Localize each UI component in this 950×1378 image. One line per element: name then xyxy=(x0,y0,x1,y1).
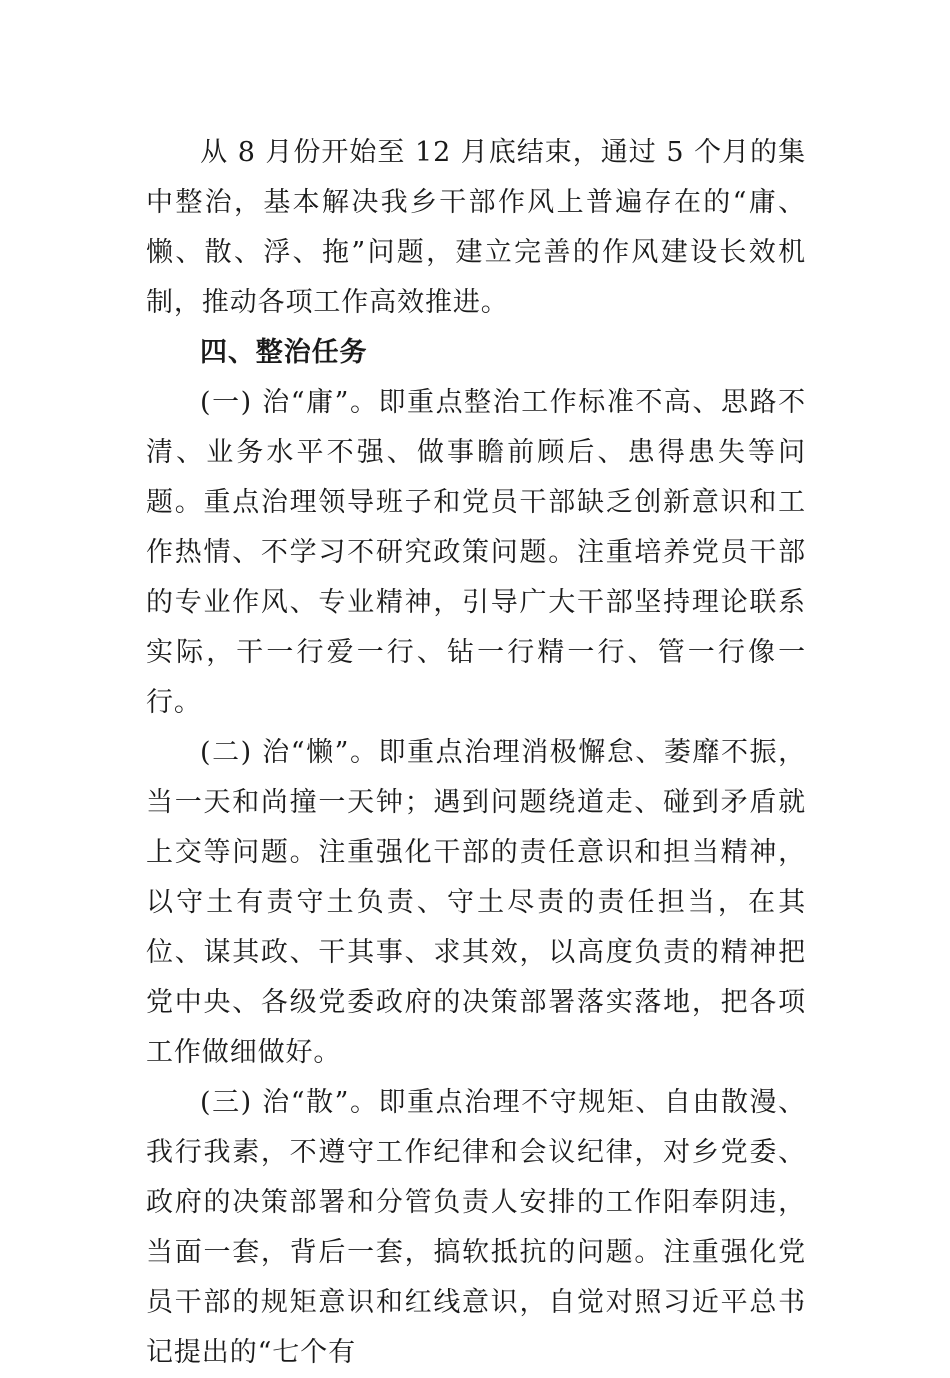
paragraph-task-3 xyxy=(146,1078,806,1378)
paragraph-text: (二) 治“懒”。即重点治理消极懈怠、萎靡不振，当一天和尚撞一天钟；遇到问题绕道走、碰到矛盾就上交等问题。注重强化干部的责任意识和担当精神，以守土有责守土负责、守土尽责的责任担当，在其位、谋其政、干其事、求其效，以高度负责的精神把党中央、各级党委政府的决策部署落实落地，把各项工作做细做好。 xyxy=(146,737,806,1068)
paragraph-goal xyxy=(146,128,806,328)
paragraph-text: (三) 治“散”。即重点治理不守规矩、自由散漫、我行我素，不遵守工作纪律和会议纪律，对乡党委、政府的决策部署和分管负责人安排的工作阳奉阴违，当面一套，背后一套，搞软抵抗的问题。注重强化党员干部的规矩意识和红线意识，自觉对照习近平总书记提出的“七个有 xyxy=(146,1087,806,1368)
paragraph-text: (一) 治“庸”。即重点整治工作标准不高、思路不清、业务水平不强、做事瞻前顾后、患得患失等问题。重点治理领导班子和党员干部缺乏创新意识和工作热情、不学习不研究政策问题。注重培养党员干部的专业作风、专业精神，引导广大干部坚持理论联系实际，干一行爱一行、钻一行精一行、管一行像一行。 xyxy=(146,387,806,718)
section-heading xyxy=(146,328,806,378)
paragraph-task-2 xyxy=(146,728,806,1078)
paragraph-text: 从 8 月份开始至 12 月底结束，通过 5 个月的集中整治，基本解决我乡干部作风上普遍存在的“庸、懒、散、浮、拖”问题，建立完善的作风建设长效机制，推动各项工作高效推进。 xyxy=(146,137,806,318)
document-body xyxy=(146,128,806,1378)
paragraph-task-1 xyxy=(146,378,806,728)
section-heading-text: 四、整治任务 xyxy=(200,337,368,368)
